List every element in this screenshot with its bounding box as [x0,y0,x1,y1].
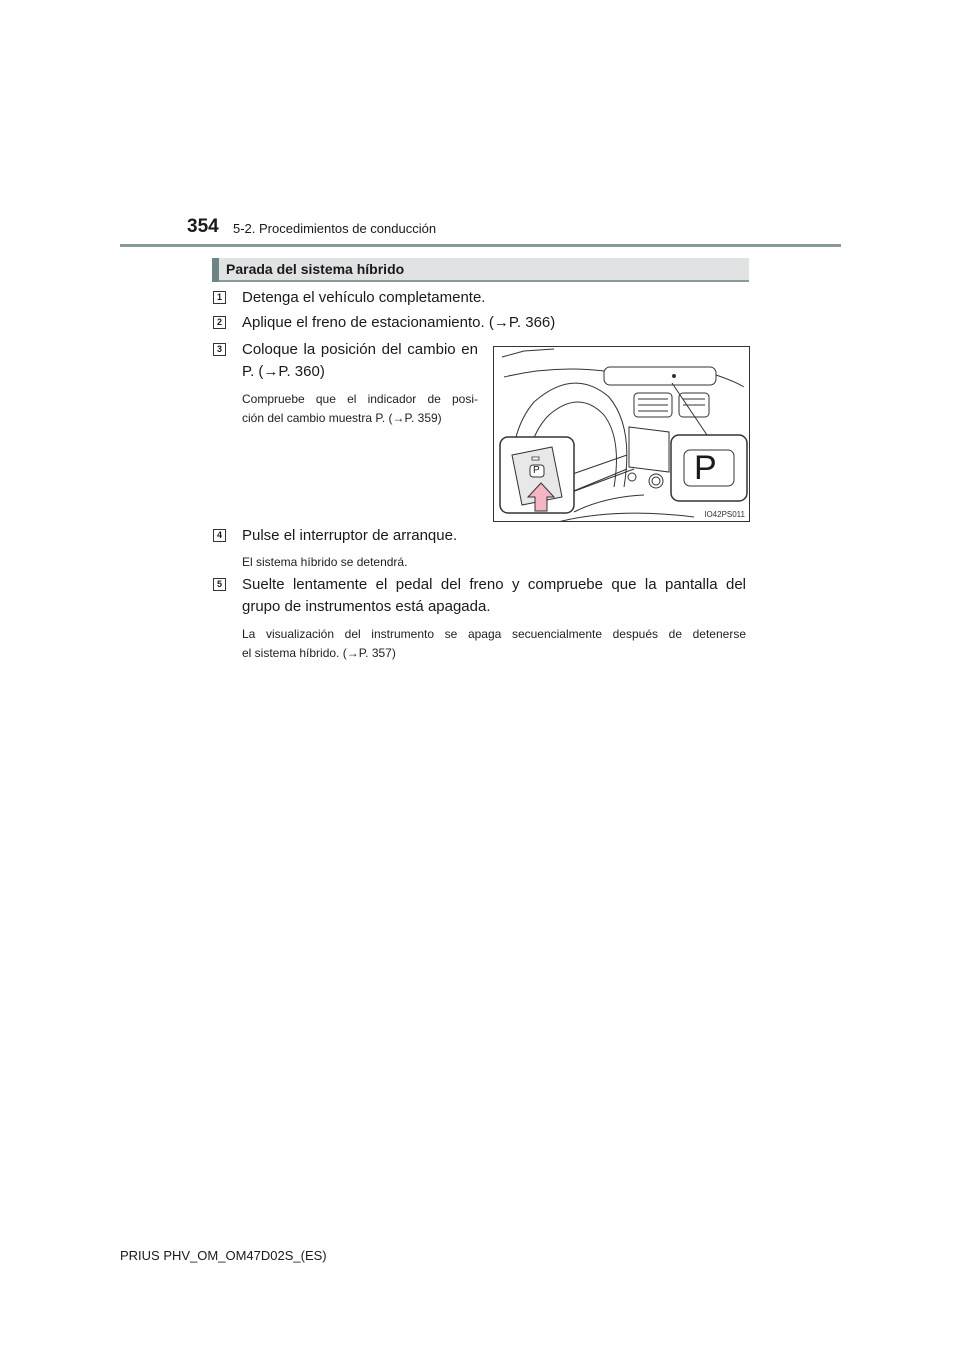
step-text-4: Pulse el interruptor de arranque. [242,527,458,544]
step-number-2: 2 [213,316,226,329]
chapter-title: 5-2. Procedimientos de conducción [233,221,437,236]
step-text-1: Detenga el vehículo completamente. [242,289,486,306]
step-note-4: El sistema híbrido se detendrá. [242,555,408,569]
header-rule [120,244,841,247]
step-note-5-line2: el sistema híbrido. (→P. 357) [242,646,396,660]
section-title: Parada del sistema híbrido [226,261,405,277]
step-number-4: 4 [213,529,226,542]
section-header-bar [212,258,219,282]
step-text-3-line1: Coloque la posición del cambio en [242,341,478,358]
illustration-code: IO42PS011 [704,510,745,519]
step-text-2: Aplique el freno de estacionamiento. (→P. 366) [242,314,556,331]
p-indicator-label: P [694,449,717,487]
section-header [212,258,749,282]
step-text-3-line2: P. (→P. 360) [242,363,325,380]
shift-illustration [493,346,750,522]
dashboard-drawing [494,347,750,522]
step-note-3-line2: ción del cambio muestra P. (→P. 359) [242,411,442,425]
shift-button-label: P [533,465,540,476]
step-note-3-line1: Compruebe que el indicador de posi- [242,392,478,406]
step-note-5-line1: La visualización del instrumento se apaga secuencialmente después de detenerse [242,627,746,641]
step-number-3: 3 [213,343,226,356]
footer-doc-id: PRIUS PHV_OM_OM47D02S_(ES) [120,1248,327,1263]
step-text-5-line2: grupo de instrumentos está apagada. [242,598,491,615]
step-number-1: 1 [213,291,226,304]
step-text-5-line1: Suelte lentamente el pedal del freno y compruebe que la pantalla del [242,576,746,593]
page-number: 354 [187,216,219,237]
step-number-5: 5 [213,578,226,591]
